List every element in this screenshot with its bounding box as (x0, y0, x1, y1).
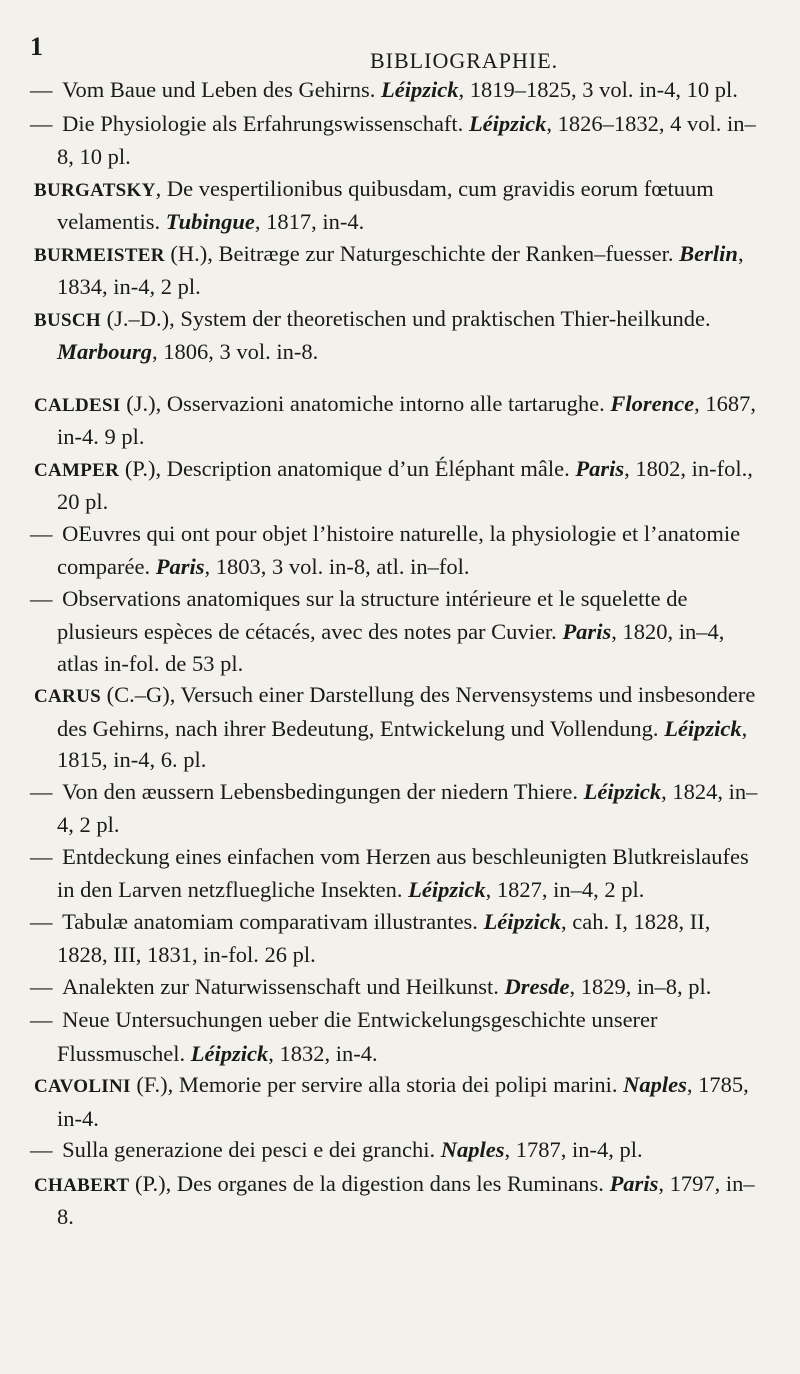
entry-place: Dresde (504, 973, 570, 999)
bibliography-entry (30, 1134, 765, 1168)
bibliography-entry (30, 906, 765, 971)
entry-dash: — (30, 908, 59, 934)
entry-title: Neue Untersuchungen ueber die Entwickelungsgeschichte unserer Flussmuschel. (57, 1007, 658, 1066)
bibliography-list (30, 74, 765, 1233)
entry-author: CHABERT (34, 1174, 130, 1196)
entry-imprint: , 1820, in–4, atlas in-fol. de 53 pl. (57, 619, 725, 676)
entry-imprint: , 1824, in–4, 2 pl. (57, 778, 758, 837)
entry-place: Tubingue (165, 209, 255, 234)
entry-title: (J.), Osservazioni anatomiche intorno alle tartarughe. (120, 390, 611, 416)
bibliography-entry (30, 303, 765, 368)
entry-imprint: , 1832, in-4. (268, 1040, 378, 1066)
entry-dash: — (30, 110, 59, 136)
entry-dash: — (30, 843, 59, 869)
bibliography-entry (30, 388, 765, 453)
entry-title: (P.), Des organes de la digestion dans les Ruminans. (129, 1170, 610, 1196)
bibliography-entry (30, 453, 765, 518)
bibliography-entry (30, 518, 765, 583)
entry-imprint: , 1815, in-4, 6. pl. (57, 715, 748, 772)
entry-imprint: , 1819–1825, 3 vol. in-4, 10 pl. (458, 77, 738, 102)
bibliography-entry (30, 173, 765, 238)
bibliography-entry (30, 776, 765, 841)
running-head: BIBLIOGRAPHIE. (370, 48, 559, 73)
entry-dash: — (30, 1137, 59, 1162)
bibliography-entry (30, 74, 765, 108)
entry-place: Florence (610, 390, 695, 416)
bibliography-entry (30, 679, 765, 776)
entry-place: Naples (440, 1137, 505, 1162)
entry-title: Die Physiologie als Erfahrungswissenschaft. (62, 110, 469, 136)
entry-title: (H.), Beitræge zur Naturgeschichte der Ranken–fuesser. (164, 240, 680, 266)
entry-dash: — (30, 77, 59, 102)
bibliography-entry (30, 583, 765, 680)
entry-imprint: , 1802, in-fol., 20 pl. (57, 455, 753, 514)
entry-author: CAMPER (34, 459, 120, 481)
entry-imprint: , 1803, 3 vol. in-8, atl. in–fol. (204, 554, 470, 579)
entry-title: Von den æussern Lebensbedingungen der niedern Thiere. (62, 778, 584, 804)
entry-place: Léipzick (468, 110, 547, 136)
entry-imprint: , 1829, in–8, pl. (569, 973, 712, 999)
entry-place: Paris (562, 619, 612, 644)
entry-place: Marbourg (57, 339, 153, 364)
entry-place: Paris (155, 554, 205, 579)
entry-place: Léipzick (190, 1040, 269, 1066)
entry-place: Paris (609, 1170, 659, 1196)
bibliography-entry (30, 1069, 765, 1134)
entry-title: (C.–G), Versuch einer Darstellung des Nervensystems und insbesondere des Gehirns, nach ihrer Bedeutung, Entwickelung und Vollendung. (57, 682, 756, 741)
entry-title: OEuvres qui ont pour objet l’histoire naturelle, la physiologie et l’anatomie comparée. (57, 520, 741, 579)
entry-title: Entdeckung eines einfachen vom Herzen aus beschleunigten Blutkreislaufes in den Larven netzfluegliche Insekten. (57, 843, 749, 902)
bibliography-entry (30, 1168, 765, 1233)
entry-place: Léipzick (408, 877, 486, 902)
entry-imprint: , 1687, in-4. 9 pl. (57, 390, 757, 449)
entry-title: , De vespertilionibus quibusdam, cum gravidis eorum fœtuum velamentis. (57, 175, 714, 234)
entry-place: Léipzick (483, 908, 562, 934)
bibliography-entry (30, 1004, 765, 1069)
bibliography-entry (30, 108, 765, 173)
entry-dash: — (30, 1007, 59, 1032)
bibliography-entry (30, 841, 765, 906)
entry-author: CARUS (34, 686, 101, 707)
entry-place: Léipzick (583, 778, 662, 804)
entry-author: BURMEISTER (34, 244, 165, 266)
entry-dash: — (30, 778, 59, 804)
entry-title: (P.), Description anatomique d’un Éléphant mâle. (119, 455, 576, 481)
entry-place: Naples (623, 1072, 687, 1097)
entry-dash: — (30, 973, 59, 999)
bibliography-entry (30, 971, 765, 1005)
entry-title: Sulla generazione dei pesci e dei granchi. (62, 1137, 441, 1162)
entry-author: CALDESI (34, 394, 121, 416)
entry-imprint: , 1817, in-4. (254, 209, 365, 234)
entry-place: Paris (575, 455, 625, 481)
page-number: 1 (30, 32, 43, 61)
entry-dash: — (30, 585, 59, 611)
entry-title: Vom Baue und Leben des Gehirns. (62, 77, 382, 102)
entry-dash: — (30, 520, 59, 546)
entry-place: Léipzick (381, 77, 459, 102)
entry-author: CAVOLINI (34, 1076, 131, 1097)
entry-title: (J.–D.), System der theoretischen und praktischen Thier-heilkunde. (100, 305, 711, 331)
entry-title: Analekten zur Naturwissenschaft und Heilkunst. (62, 973, 505, 999)
entry-imprint: , 1787, in-4, pl. (504, 1137, 643, 1162)
entry-imprint: , 1827, in–4, 2 pl. (485, 877, 645, 902)
entry-place: Léipzick (664, 715, 742, 741)
entry-imprint: , 1834, in-4, 2 pl. (57, 240, 744, 299)
entry-imprint: , 1826–1832, 4 vol. in–8, 10 pl. (57, 110, 756, 169)
entry-title: Tabulæ anatomiam comparativam illustrantes. (62, 908, 484, 934)
entry-imprint: , cah. I, 1828, II, 1828, III, 1831, in-fol. 26 pl. (57, 908, 711, 967)
entry-place: Berlin (679, 240, 738, 266)
entry-imprint: , 1797, in–8. (57, 1170, 755, 1229)
entry-title: (F.), Memorie per servire alla storia dei polipi marini. (130, 1072, 624, 1097)
bibliography-entry (30, 238, 765, 303)
entry-author: BUSCH (34, 309, 101, 331)
entry-author: BURGATSKY (34, 179, 156, 201)
entry-title: Observations anatomiques sur la structure intérieure et le squelette de plusieurs espèces de cétacés, avec des notes par Cuvier. (57, 585, 688, 644)
entry-imprint: , 1785, in-4. (57, 1072, 749, 1131)
entry-imprint: , 1806, 3 vol. in-8. (152, 339, 319, 364)
